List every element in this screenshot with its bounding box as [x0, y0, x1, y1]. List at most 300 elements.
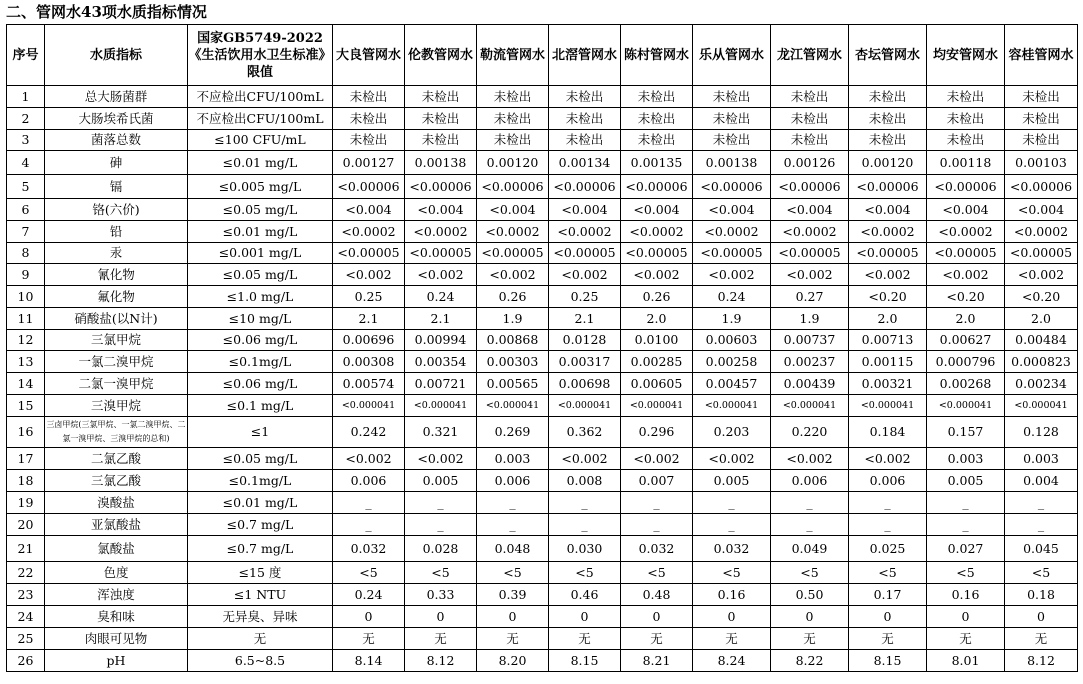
measured-value: <0.00005 [849, 243, 927, 264]
measured-value: 0.032 [621, 536, 693, 562]
measured-value: 0.00118 [927, 151, 1005, 175]
measured-value: <0.0002 [549, 221, 621, 243]
measured-value: 未检出 [927, 86, 1005, 108]
measured-value: 2.0 [1005, 308, 1078, 330]
measured-value: 0.128 [1005, 417, 1078, 448]
measured-value: 0.00713 [849, 330, 927, 351]
measured-value: 0.17 [849, 584, 927, 606]
measured-value: 0.00696 [333, 330, 405, 351]
table-body [7, 86, 1078, 672]
row-number: 13 [7, 351, 45, 373]
measured-value: 无 [333, 628, 405, 650]
indicator-name: 三溴甲烷 [45, 395, 188, 417]
indicator-name: pH [45, 650, 188, 672]
measured-value: <0.00005 [621, 243, 693, 264]
measured-value: <5 [849, 562, 927, 584]
indicator-name: 亚氯酸盐 [45, 514, 188, 536]
measured-value: <0.0002 [693, 221, 771, 243]
measured-value: <0.002 [849, 264, 927, 286]
measured-value: <0.00005 [333, 243, 405, 264]
measured-value: 0.00258 [693, 351, 771, 373]
table-row [7, 514, 1078, 536]
indicator-name: 肉眼可见物 [45, 628, 188, 650]
measured-value: 1.9 [771, 308, 849, 330]
measured-value: <0.0002 [771, 221, 849, 243]
measured-value: 0.184 [849, 417, 927, 448]
measured-value: 8.20 [477, 650, 549, 672]
measured-value: 0.00565 [477, 373, 549, 395]
measured-value: 0.00603 [693, 330, 771, 351]
measured-value: 未检出 [477, 130, 549, 151]
measured-value: 未检出 [849, 130, 927, 151]
measured-value: 0.00737 [771, 330, 849, 351]
measured-value: 未检出 [333, 108, 405, 130]
measured-value: <0.004 [927, 199, 1005, 221]
measured-value: <0.000041 [405, 395, 477, 417]
indicator-name: 三氯乙酸 [45, 470, 188, 492]
measured-value: 0.030 [549, 536, 621, 562]
header-station: 大良管网水 [333, 25, 405, 86]
measured-value: <0.002 [621, 448, 693, 470]
standard-limit: ≤1 NTU [188, 584, 333, 606]
measured-value: <5 [1005, 562, 1078, 584]
measured-value: 0.007 [621, 470, 693, 492]
indicator-name: 氯酸盐 [45, 536, 188, 562]
measured-value: <5 [405, 562, 477, 584]
measured-value: <0.0002 [477, 221, 549, 243]
measured-value: 0.00354 [405, 351, 477, 373]
standard-limit: ≤0.7 mg/L [188, 536, 333, 562]
measured-value: 8.15 [849, 650, 927, 672]
measured-value: 0.00994 [405, 330, 477, 351]
measured-value: <0.00005 [927, 243, 1005, 264]
measured-value: 无 [771, 628, 849, 650]
measured-value: 未检出 [693, 86, 771, 108]
measured-value: 未检出 [771, 108, 849, 130]
measured-value: 0.48 [621, 584, 693, 606]
row-number: 25 [7, 628, 45, 650]
measured-value: 未检出 [477, 108, 549, 130]
measured-value: 0.00120 [849, 151, 927, 175]
measured-value: _ [849, 514, 927, 536]
table-row [7, 221, 1078, 243]
measured-value: 0.00721 [405, 373, 477, 395]
header-station: 陈村管网水 [621, 25, 693, 86]
measured-value: 未检出 [405, 86, 477, 108]
table-row [7, 650, 1078, 672]
measured-value: <0.002 [693, 264, 771, 286]
measured-value: 0 [621, 606, 693, 628]
indicator-name: 大肠埃希氏菌 [45, 108, 188, 130]
measured-value: 0.049 [771, 536, 849, 562]
measured-value: <0.00005 [1005, 243, 1078, 264]
table-row [7, 199, 1078, 221]
measured-value: _ [549, 492, 621, 514]
measured-value: _ [693, 492, 771, 514]
measured-value: 未检出 [477, 86, 549, 108]
row-number: 7 [7, 221, 45, 243]
measured-value: 0.00627 [927, 330, 1005, 351]
measured-value: 0.220 [771, 417, 849, 448]
measured-value: 0.16 [927, 584, 1005, 606]
measured-value: <0.00006 [771, 175, 849, 199]
measured-value: 0 [549, 606, 621, 628]
measured-value: 8.15 [549, 650, 621, 672]
measured-value: 0.157 [927, 417, 1005, 448]
table-row [7, 584, 1078, 606]
row-number: 24 [7, 606, 45, 628]
indicator-name: 二氯一溴甲烷 [45, 373, 188, 395]
measured-value: 0.00138 [405, 151, 477, 175]
indicator-name: 汞 [45, 243, 188, 264]
row-number: 18 [7, 470, 45, 492]
measured-value: <0.002 [1005, 264, 1078, 286]
table-row [7, 351, 1078, 373]
measured-value: <5 [549, 562, 621, 584]
measured-value: 0.027 [927, 536, 1005, 562]
header-station: 勒流管网水 [477, 25, 549, 86]
measured-value: 0.00321 [849, 373, 927, 395]
measured-value: <0.000041 [771, 395, 849, 417]
measured-value: 0.00484 [1005, 330, 1078, 351]
measured-value: <0.004 [333, 199, 405, 221]
measured-value: 0.005 [693, 470, 771, 492]
measured-value: <0.20 [927, 286, 1005, 308]
standard-limit: 6.5~8.5 [188, 650, 333, 672]
measured-value: <0.00006 [693, 175, 771, 199]
row-number: 16 [7, 417, 45, 448]
measured-value: 未检出 [771, 130, 849, 151]
measured-value: <5 [621, 562, 693, 584]
row-number: 6 [7, 199, 45, 221]
measured-value: 无 [927, 628, 1005, 650]
measured-value: 0.00120 [477, 151, 549, 175]
indicator-name: 菌落总数 [45, 130, 188, 151]
standard-limit: ≤0.06 mg/L [188, 330, 333, 351]
measured-value: 8.21 [621, 650, 693, 672]
table-row [7, 86, 1078, 108]
indicator-name: 铅 [45, 221, 188, 243]
measured-value: 0.00317 [549, 351, 621, 373]
standard-limit: ≤0.05 mg/L [188, 264, 333, 286]
measured-value: 8.12 [1005, 650, 1078, 672]
header-row [7, 25, 1078, 86]
measured-value: 0.00868 [477, 330, 549, 351]
measured-value: 未检出 [771, 86, 849, 108]
measured-value: _ [771, 492, 849, 514]
water-quality-table [6, 24, 1078, 672]
table-row [7, 470, 1078, 492]
measured-value: 0.003 [927, 448, 1005, 470]
measured-value: _ [1005, 492, 1078, 514]
measured-value: 2.1 [333, 308, 405, 330]
standard-limit: ≤0.06 mg/L [188, 373, 333, 395]
measured-value: 0.33 [405, 584, 477, 606]
table-row [7, 448, 1078, 470]
row-number: 12 [7, 330, 45, 351]
table-row [7, 108, 1078, 130]
measured-value: 0.005 [927, 470, 1005, 492]
measured-value: <0.000041 [1005, 395, 1078, 417]
table-row [7, 373, 1078, 395]
table-row [7, 536, 1078, 562]
standard-limit: 无 [188, 628, 333, 650]
measured-value: <0.00006 [333, 175, 405, 199]
measured-value: 0.26 [621, 286, 693, 308]
measured-value: 0.00285 [621, 351, 693, 373]
measured-value: 未检出 [693, 108, 771, 130]
row-number: 2 [7, 108, 45, 130]
standard-limit: ≤0.01 mg/L [188, 492, 333, 514]
measured-value: _ [693, 514, 771, 536]
indicator-name: 溴酸盐 [45, 492, 188, 514]
measured-value: 0.362 [549, 417, 621, 448]
measured-value: <0.0002 [849, 221, 927, 243]
measured-value: 0.00605 [621, 373, 693, 395]
measured-value: 0.003 [1005, 448, 1078, 470]
standard-limit: ≤0.1mg/L [188, 351, 333, 373]
measured-value: 0.048 [477, 536, 549, 562]
indicator-name: 三氯甲烷 [45, 330, 188, 351]
measured-value: <0.004 [771, 199, 849, 221]
row-number: 20 [7, 514, 45, 536]
measured-value: <0.00005 [771, 243, 849, 264]
header-station: 北滘管网水 [549, 25, 621, 86]
row-number: 26 [7, 650, 45, 672]
measured-value: <0.0002 [333, 221, 405, 243]
measured-value: 未检出 [405, 108, 477, 130]
measured-value: <0.004 [1005, 199, 1078, 221]
table-row [7, 330, 1078, 351]
measured-value: 无 [621, 628, 693, 650]
row-number: 19 [7, 492, 45, 514]
measured-value: 0.00234 [1005, 373, 1078, 395]
measured-value: 0.032 [693, 536, 771, 562]
measured-value: <0.004 [849, 199, 927, 221]
header-station: 均安管网水 [927, 25, 1005, 86]
table-row [7, 606, 1078, 628]
measured-value: 0.00457 [693, 373, 771, 395]
table-row [7, 175, 1078, 199]
measured-value: 0 [477, 606, 549, 628]
measured-value: <0.20 [849, 286, 927, 308]
measured-value: <0.002 [477, 264, 549, 286]
measured-value: <0.00005 [405, 243, 477, 264]
indicator-name: 砷 [45, 151, 188, 175]
measured-value: <0.002 [333, 448, 405, 470]
indicator-name: 臭和味 [45, 606, 188, 628]
measured-value: 未检出 [1005, 108, 1078, 130]
measured-value: 0.00126 [771, 151, 849, 175]
standard-limit: ≤0.05 mg/L [188, 448, 333, 470]
measured-value: 未检出 [549, 130, 621, 151]
measured-value: 0.006 [477, 470, 549, 492]
page-title: 二、管网水43项水质指标情况 [6, 3, 207, 21]
row-number: 23 [7, 584, 45, 606]
measured-value: 0.25 [333, 286, 405, 308]
header-station: 容桂管网水 [1005, 25, 1078, 86]
measured-value: <0.002 [849, 448, 927, 470]
measured-value: 0.000823 [1005, 351, 1078, 373]
standard-limit: ≤1 [188, 417, 333, 448]
measured-value: 8.22 [771, 650, 849, 672]
measured-value: 0.00574 [333, 373, 405, 395]
measured-value: 0.242 [333, 417, 405, 448]
measured-value: _ [477, 492, 549, 514]
standard-limit: ≤15 度 [188, 562, 333, 584]
standard-limit: ≤0.05 mg/L [188, 199, 333, 221]
measured-value: <0.004 [477, 199, 549, 221]
measured-value: 8.01 [927, 650, 1005, 672]
measured-value: 0.00439 [771, 373, 849, 395]
measured-value: <0.002 [549, 264, 621, 286]
row-number: 9 [7, 264, 45, 286]
measured-value: 0 [1005, 606, 1078, 628]
measured-value: _ [621, 492, 693, 514]
measured-value: 0.000796 [927, 351, 1005, 373]
measured-value: 0.0100 [621, 330, 693, 351]
measured-value: 0.005 [405, 470, 477, 492]
measured-value: 2.1 [405, 308, 477, 330]
measured-value: 0 [405, 606, 477, 628]
table-row [7, 628, 1078, 650]
measured-value: 0.24 [405, 286, 477, 308]
measured-value: <5 [477, 562, 549, 584]
indicator-name: 色度 [45, 562, 188, 584]
row-number: 21 [7, 536, 45, 562]
measured-value: <0.002 [693, 448, 771, 470]
measured-value: <0.00005 [693, 243, 771, 264]
measured-value: <0.000041 [693, 395, 771, 417]
row-number: 11 [7, 308, 45, 330]
measured-value: 2.0 [849, 308, 927, 330]
table-row [7, 151, 1078, 175]
measured-value: 0.006 [333, 470, 405, 492]
measured-value: 0.025 [849, 536, 927, 562]
measured-value: 0.269 [477, 417, 549, 448]
standard-limit: 不应检出CFU/100mL [188, 86, 333, 108]
measured-value: 0.00127 [333, 151, 405, 175]
measured-value: 0.203 [693, 417, 771, 448]
measured-value: _ [333, 492, 405, 514]
header-station: 杏坛管网水 [849, 25, 927, 86]
measured-value: <0.002 [927, 264, 1005, 286]
measured-value: <0.0002 [1005, 221, 1078, 243]
measured-value: 无 [477, 628, 549, 650]
measured-value: 未检出 [693, 130, 771, 151]
measured-value: <0.002 [333, 264, 405, 286]
measured-value: 0.004 [1005, 470, 1078, 492]
table-row [7, 286, 1078, 308]
measured-value: 0.00698 [549, 373, 621, 395]
standard-limit: 无异臭、异味 [188, 606, 333, 628]
table-row [7, 562, 1078, 584]
measured-value: <0.004 [549, 199, 621, 221]
measured-value: 未检出 [333, 86, 405, 108]
measured-value: 未检出 [333, 130, 405, 151]
measured-value: 0.18 [1005, 584, 1078, 606]
measured-value: 0.00268 [927, 373, 1005, 395]
header-standard: 国家GB5749-2022《生活饮用水卫生标准》限值 [188, 25, 333, 86]
measured-value: _ [405, 514, 477, 536]
row-number: 10 [7, 286, 45, 308]
measured-value: <5 [771, 562, 849, 584]
row-number: 4 [7, 151, 45, 175]
table-row [7, 264, 1078, 286]
standard-limit: ≤0.01 mg/L [188, 221, 333, 243]
measured-value: 未检出 [621, 130, 693, 151]
measured-value: 0.006 [849, 470, 927, 492]
measured-value: 未检出 [849, 108, 927, 130]
measured-value: 0.00115 [849, 351, 927, 373]
indicator-name: 二氯乙酸 [45, 448, 188, 470]
measured-value: <0.002 [405, 448, 477, 470]
measured-value: <0.002 [549, 448, 621, 470]
measured-value: 0.296 [621, 417, 693, 448]
measured-value: 0.00138 [693, 151, 771, 175]
measured-value: 未检出 [621, 108, 693, 130]
measured-value: _ [621, 514, 693, 536]
header-station: 乐从管网水 [693, 25, 771, 86]
measured-value: _ [405, 492, 477, 514]
indicator-name: 总大肠菌群 [45, 86, 188, 108]
measured-value: _ [333, 514, 405, 536]
indicator-name: 氟化物 [45, 286, 188, 308]
row-number: 3 [7, 130, 45, 151]
measured-value: 0 [333, 606, 405, 628]
measured-value: 未检出 [405, 130, 477, 151]
measured-value: 0.50 [771, 584, 849, 606]
measured-value: 8.24 [693, 650, 771, 672]
measured-value: 2.0 [927, 308, 1005, 330]
measured-value: 0.032 [333, 536, 405, 562]
indicator-name: 铬(六价) [45, 199, 188, 221]
measured-value: _ [1005, 514, 1078, 536]
measured-value: <0.002 [771, 264, 849, 286]
measured-value: 未检出 [927, 130, 1005, 151]
indicator-name: 一氯二溴甲烷 [45, 351, 188, 373]
measured-value: 0.25 [549, 286, 621, 308]
row-number: 14 [7, 373, 45, 395]
measured-value: 0 [849, 606, 927, 628]
measured-value: 0.27 [771, 286, 849, 308]
measured-value: <0.004 [621, 199, 693, 221]
indicator-name: 镉 [45, 175, 188, 199]
measured-value: <0.000041 [333, 395, 405, 417]
measured-value: 无 [849, 628, 927, 650]
measured-value: 0.26 [477, 286, 549, 308]
measured-value: <0.00006 [849, 175, 927, 199]
standard-limit: ≤0.01 mg/L [188, 151, 333, 175]
measured-value: <0.20 [1005, 286, 1078, 308]
measured-value: 1.9 [693, 308, 771, 330]
header-indicator: 水质指标 [45, 25, 188, 86]
standard-limit: ≤0.005 mg/L [188, 175, 333, 199]
measured-value: 无 [549, 628, 621, 650]
table-row [7, 243, 1078, 264]
measured-value: 0.16 [693, 584, 771, 606]
indicator-name: 氰化物 [45, 264, 188, 286]
measured-value: _ [549, 514, 621, 536]
measured-value: <0.0002 [621, 221, 693, 243]
measured-value: <0.00006 [621, 175, 693, 199]
standard-limit: ≤1.0 mg/L [188, 286, 333, 308]
measured-value: 0.008 [549, 470, 621, 492]
measured-value: 未检出 [549, 108, 621, 130]
measured-value: <0.00006 [405, 175, 477, 199]
standard-limit: ≤10 mg/L [188, 308, 333, 330]
standard-limit: ≤0.7 mg/L [188, 514, 333, 536]
